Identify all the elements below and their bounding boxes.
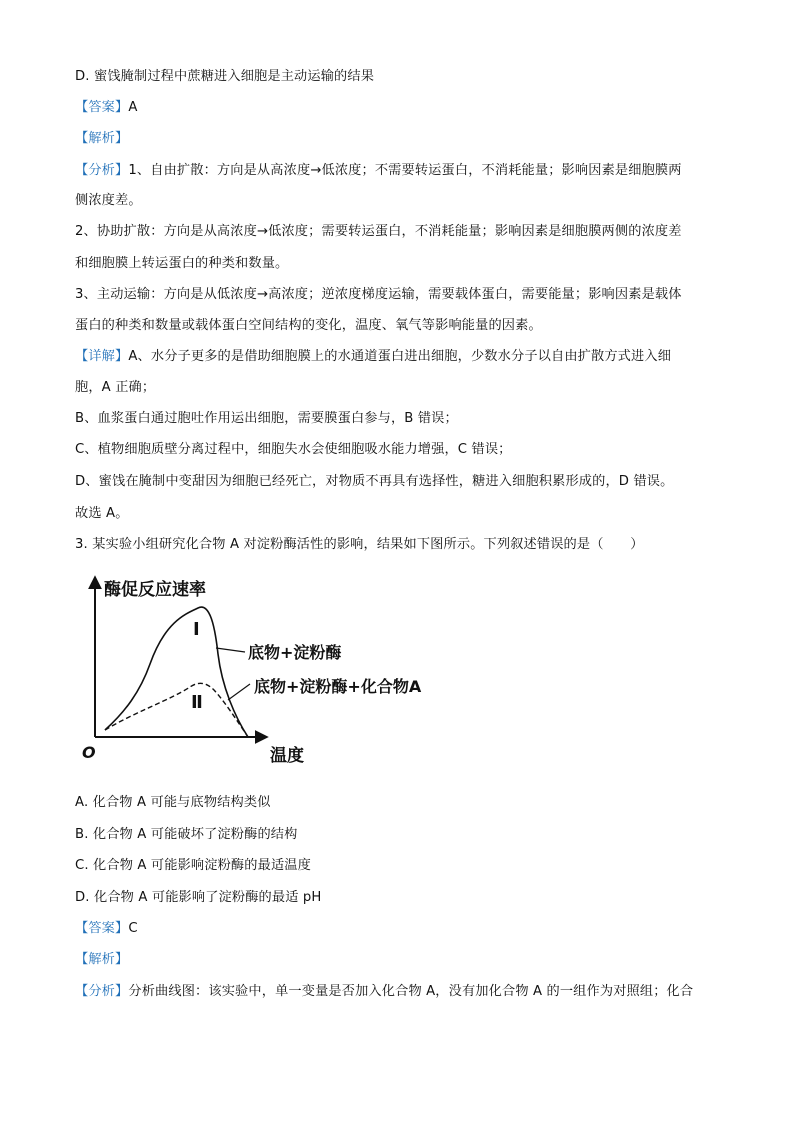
option-a: A. 化合物 A 可能与底物结构类似 [75, 795, 271, 810]
analysis-heading: 【解析】 [75, 131, 129, 146]
text-line: 故选 A。 [75, 506, 129, 521]
answer-line: 【答案】C [75, 921, 138, 936]
legend-curve-i: 底物+淀粉酶 [248, 643, 342, 662]
text-line: 蛋白的种类和数量或载体蛋白空间结构的变化，温度、氧气等影响能量的因素。 [75, 318, 542, 333]
option-d-line: D. 蜜饯腌制过程中蔗糖进入细胞是主动运输的结果 [75, 69, 375, 84]
leader-line-i [216, 648, 245, 652]
leader-line-ii [228, 684, 250, 700]
text-line: B、血浆蛋白通过胞吐作用运出细胞，需要膜蛋白参与，B 错误； [75, 411, 458, 426]
answer-line: 【答案】A [75, 100, 138, 115]
text-line: 胞，A 正确； [75, 380, 156, 395]
text-line: 2、协助扩散：方向是从高浓度→低浓度；需要转运蛋白，不消耗能量；影响因素是细胞膜两侧的浓度差 [75, 224, 682, 239]
text-line: D、蜜饯在腌制中变甜因为细胞已经死亡，对物质不再具有选择性，糖进入细胞积累形成的，D 错误。 [75, 474, 674, 489]
option-d: D. 化合物 A 可能影响了淀粉酶的最适 pH [75, 890, 322, 905]
y-axis-label: 酶促反应速率 [104, 580, 206, 600]
text-line: 【分析】1、自由扩散：方向是从高浓度→低浓度；不需要转运蛋白，不消耗能量；影响因素是细胞膜两 [75, 163, 682, 178]
x-axis-label: 温度 [270, 746, 304, 766]
question-3-stem: 3. 某实验小组研究化合物 A 对淀粉酶活性的影响，结果如下图所示。下列叙述错误的是（ ） [75, 537, 644, 552]
curve-ii-label: Ⅱ [191, 692, 203, 713]
legend-curve-ii: 底物+淀粉酶+化合物A [254, 677, 422, 696]
text-line: 【分析】分析曲线图：该实验中，单一变量是否加入化合物 A，没有加化合物 A 的一组作为对照组；化合 [75, 984, 694, 999]
text-line: 【详解】A、水分子更多的是借助细胞膜上的水通道蛋白进出细胞，少数水分子以自由扩散方式进入细 [75, 349, 672, 364]
curve-i-label: Ⅰ [193, 619, 200, 640]
origin-label: O [82, 743, 96, 762]
curve-i [105, 607, 248, 737]
enzyme-rate-diagram [80, 572, 460, 772]
option-c: C. 化合物 A 可能影响淀粉酶的最适温度 [75, 858, 311, 873]
analysis-heading: 【解析】 [75, 952, 129, 967]
text-line: 侧浓度差。 [75, 193, 142, 208]
text-line: 和细胞膜上转运蛋白的种类和数量。 [75, 256, 289, 271]
option-b: B. 化合物 A 可能破坏了淀粉酶的结构 [75, 827, 298, 842]
text-line: C、植物细胞质壁分离过程中，细胞失水会使细胞吸水能力增强，C 错误； [75, 442, 512, 457]
text-line: 3、主动运输：方向是从低浓度→高浓度；逆浓度梯度运输，需要载体蛋白，需要能量；影响因素是载体 [75, 287, 682, 302]
